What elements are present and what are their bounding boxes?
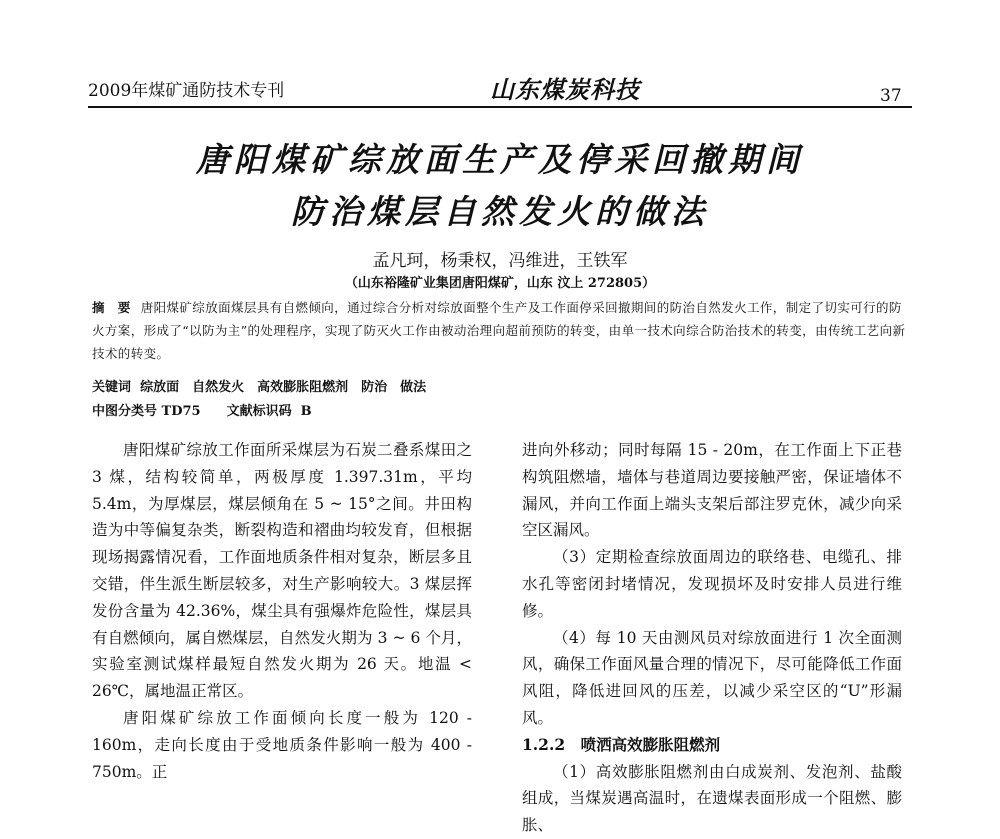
header-rule <box>88 106 912 108</box>
journal-issue-name: 2009年煤矿通防技术专刊 <box>88 81 285 101</box>
paragraph: （3）定期检查综放面周边的联络巷、电缆孔、排水孔等密闭封堵情况，发现损坏及时安排人员进行维修。 <box>522 548 902 620</box>
abstract <box>92 296 912 365</box>
paragraph: （4）每 10 天由测风员对综放面进行 1 次全面测风，确保工作面风量合理的情况下，尽可能降低工作面风阻，降低进回风的压差，以减少采空区的“U”形漏风。 <box>522 628 902 727</box>
section-heading: 1.2.2 喷洒高效膨胀阻燃剂 <box>522 734 721 754</box>
doc-code-label: 文献标识码 <box>226 404 292 419</box>
abstract-text: 唐阳煤矿综放面煤层具有自燃倾向，通过综合分析对综放面整个生产及工作面停采回撤期间的防治自然发火工作，制定了切实可行的防火方案，形成了“以防为主”的处理程序，实现了防灭火工作由被动治理向超前预防的转变，由单一技术向综合防治技术的转变，由传统工艺向新技术的转变。 <box>92 300 906 361</box>
article-title-line-1: 唐阳煤矿综放面生产及停采回撤期间 <box>196 140 804 179</box>
body-column-left <box>92 437 472 785</box>
authors: 孟凡珂，杨秉权，冯维进，王铁军 <box>372 251 628 271</box>
paragraph: （1）高效膨胀阻燃剂由白成炭剂、发泡剂、盐酸组成，当煤炭遇高温时，在遗煤表面形成一个阻燃、膨胀、 <box>522 762 902 835</box>
doc-code: B <box>300 404 312 419</box>
clc-code: TD75 <box>161 404 201 419</box>
body-column-right <box>522 437 902 839</box>
paragraph: 唐阳煤矿综放工作面倾向长度一般为 120 - 160m，走向长度由于受地质条件影响一般为 400 - 750m。正 <box>92 708 472 781</box>
paragraph: 唐阳煤矿综放工作面所采煤层为石炭二叠系煤田之 3 煤，结构较简单，两极厚度 1.397.31m，平均 5.4m，为厚煤层，煤层倾角在 5 ~ 15°之间。井田构造为中等偏复杂类，断裂构造和褶曲均较发育，但根据现场揭露情况看，工作面地质条件相对复杂，断层多且交错，伴生派生断层较多，对生产影响较大。3 煤层挥发份含量为 42.36%，煤尘具有强爆炸危险性，煤层具有自燃倾向，属自燃煤层，自然发火期为 3 ~ 6 个月，实验室测试煤样最短自然发火期为 26 天。地温 < 26℃，属地温正常区。 <box>92 441 472 701</box>
abstract-label: 摘 要 <box>92 300 131 315</box>
article-title-line-2: 防治煤层自然发火的做法 <box>291 192 709 231</box>
keywords-text: 综放面 自然发火 高效膨胀阻燃剂 防治 做法 <box>140 380 427 395</box>
classification <box>92 400 312 419</box>
journal-logo: 山东煤炭科技 <box>490 75 640 104</box>
paragraph: 进向外移动；同时每隔 15 - 20m，在工作面上下正巷构筑阻燃墙，墙体与巷道周边要接触严密，保证墙体不漏风，并向工作面上端头支架后部注罗克休，减少向采空区漏风。 <box>522 441 902 540</box>
affiliation: （山东裕隆矿业集团唐阳煤矿，山东 汶上 272805） <box>344 276 656 291</box>
clc-label: 中图分类号 <box>92 404 158 419</box>
page-number: 37 <box>880 86 902 106</box>
keywords-label: 关键词 <box>92 380 132 395</box>
keywords <box>92 376 426 395</box>
